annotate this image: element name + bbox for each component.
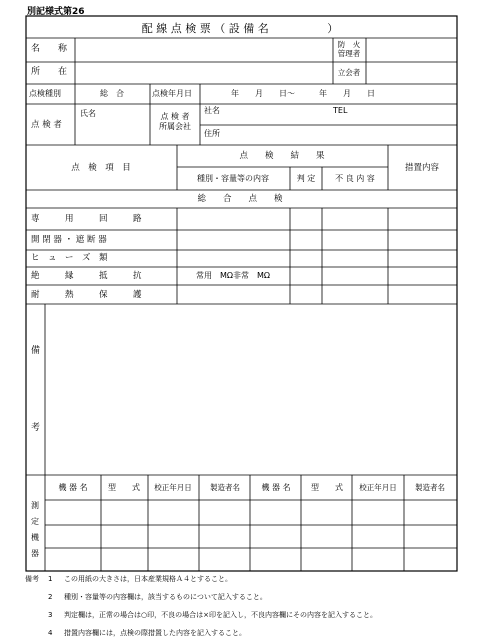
instrument-calibration-header-2: 校正年月日 xyxy=(359,483,397,492)
item-label: 耐 熱 保 護 xyxy=(31,290,142,300)
remarks-label-2: 考 xyxy=(31,423,41,433)
instruments-char: 定 xyxy=(31,517,39,526)
instrument-calibration-header: 校正年月日 xyxy=(154,483,192,492)
note-number: 1 xyxy=(48,575,53,583)
remarks-label-1: 備 xyxy=(31,346,41,356)
instruments-char: 測 xyxy=(31,501,39,510)
inspection-date-value: 年 月 日～ 年 月 日 xyxy=(231,89,375,98)
note-number: 2 xyxy=(48,593,53,601)
instrument-name-header: 機 器 名 xyxy=(58,483,88,492)
kind-capacity-header: 種別・容量等の内容 xyxy=(197,174,269,183)
item-label: 開 閉 器 ・ 遮 断 器 xyxy=(31,235,107,245)
instrument-model-header-2: 型 式 xyxy=(311,483,343,492)
defect-header: 不 良 内 容 xyxy=(335,174,375,183)
form-label: 別記様式第26 xyxy=(27,7,85,17)
location-label: 所 在 xyxy=(31,67,68,77)
note-number: 4 xyxy=(48,629,53,637)
judgment-header: 判 定 xyxy=(296,174,316,183)
item-label: ヒ ュ ー ズ 類 xyxy=(31,253,108,263)
form-title: 配 線 点 検 票 （ 設 備 名 ） xyxy=(141,22,339,35)
instrument-name-header-2: 機 器 名 xyxy=(261,483,291,492)
attendee-label: 立会者 xyxy=(337,68,361,77)
inspection-type-value: 総 合 xyxy=(100,89,124,98)
inspection-result-header: 点 検 結 果 xyxy=(239,151,325,161)
inspector-label: 点 検 者 xyxy=(31,120,62,130)
note-item xyxy=(25,575,232,583)
overall-inspection-label: 総 合 点 検 xyxy=(197,194,283,204)
instruments-label xyxy=(30,502,40,558)
instruments-char: 器 xyxy=(31,549,39,558)
item-label: 絶 縁 抵 抗 xyxy=(31,271,142,281)
company-name-label: 社名 xyxy=(204,106,220,115)
instruments-char: 機 xyxy=(31,533,39,542)
instrument-model-header: 型 式 xyxy=(108,483,140,492)
address-label: 住所 xyxy=(204,129,220,138)
notes-label: 備考 xyxy=(25,575,39,583)
note-text: 判定欄は，正常の場合は○印，不良の場合は×印を記入し，不良内容欄にその内容を記入すること。 xyxy=(64,611,377,619)
note-text: 措置内容欄には，点検の際措置した内容を記入すること。 xyxy=(64,629,246,637)
item-label: 専 用 回 路 xyxy=(31,214,142,224)
fire-manager-label: 防 火 管理者 xyxy=(337,40,361,58)
name-label: 名 称 xyxy=(31,44,68,54)
note-number: 3 xyxy=(48,611,53,619)
instrument-maker-header: 製造者名 xyxy=(210,483,240,492)
inspection-date-label: 点検年月日 xyxy=(152,89,192,98)
inspection-item-header: 点 検 項 目 xyxy=(71,163,131,173)
inspection-type-label: 点検種別 xyxy=(29,89,61,98)
note-text: 種別・容量等の内容欄は，該当するものについて記入すること。 xyxy=(64,593,267,601)
inspector-name-label: 氏名 xyxy=(80,109,96,118)
instrument-maker-header-2: 製造者名 xyxy=(415,483,445,492)
note-text: この用紙の大きさは，日本産業規格Ａ４とすること。 xyxy=(64,575,232,583)
tel-label: TEL xyxy=(333,106,348,115)
insulation-resistance-units: 常用 MΩ非常 MΩ xyxy=(195,271,271,280)
inspector-company-label: 点 検 者 所属会社 xyxy=(159,112,191,131)
action-header: 措置内容 xyxy=(404,163,440,173)
